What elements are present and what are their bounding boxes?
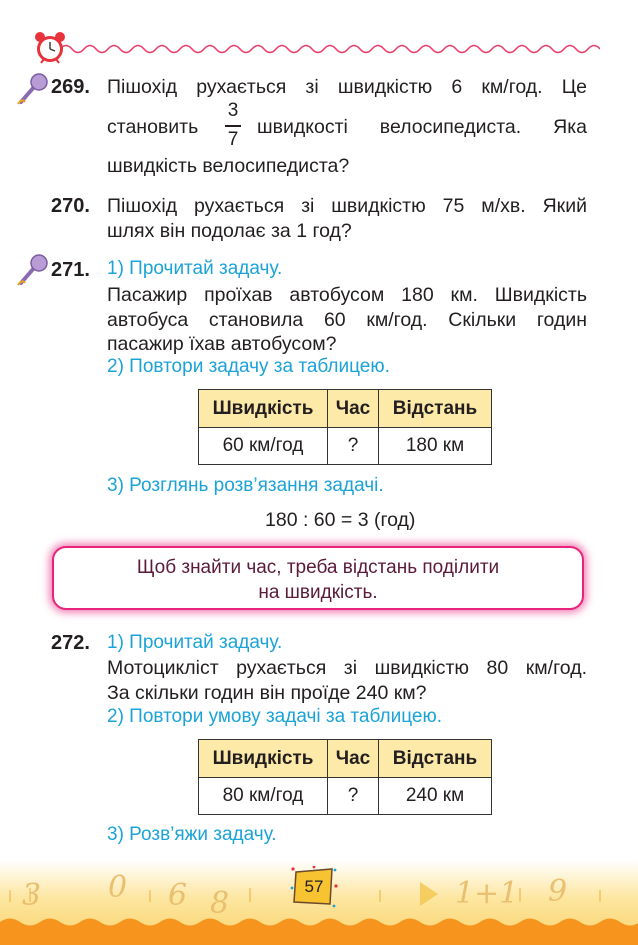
microphone-icon bbox=[16, 72, 50, 106]
rule-line1: Щоб знайти час, треба відстань поділити bbox=[136, 557, 500, 578]
rule-line2: на швидкість. bbox=[258, 582, 378, 603]
problem-272-line2: За скільки годин він проїде 240 км? bbox=[107, 682, 427, 704]
problem-272-step2: 2) Повтори умову задачі за таблицею. bbox=[107, 706, 442, 727]
problem-269-number: 269. bbox=[51, 76, 90, 98]
problem-271-line1: Пасажир проїхав автобусом 180 км. Швидкість bbox=[107, 284, 587, 306]
footer-digit: 9 bbox=[548, 874, 568, 909]
alarm-clock-icon bbox=[32, 30, 68, 66]
table-cell-speed: 60 км/год bbox=[199, 428, 328, 465]
fraction-numerator: 3 bbox=[227, 100, 239, 121]
footer-digit: 1+1 bbox=[455, 876, 519, 911]
footer-digit: 0 bbox=[108, 870, 128, 905]
fraction-denominator: 7 bbox=[227, 129, 239, 150]
problem-269-line1: Пішохід рухається зі швидкістю 6 км/год. Це bbox=[107, 76, 587, 98]
footer-digit: 6 bbox=[168, 878, 188, 913]
fraction-bar bbox=[225, 125, 241, 127]
rule-box bbox=[52, 546, 584, 610]
problem-269-line2b: швидкості велосипедиста. Яка bbox=[257, 116, 587, 138]
table-cell-speed: 80 км/год bbox=[199, 778, 328, 815]
problem-270-number: 270. bbox=[51, 195, 90, 217]
problem-272-step1: 1) Прочитай задачу. bbox=[107, 632, 283, 653]
problem-269-line3: швидкість велосипедиста? bbox=[107, 155, 350, 177]
table-header-speed: Швидкість bbox=[199, 740, 328, 778]
table-cell-time: ? bbox=[328, 778, 379, 815]
table-header-distance: Відстань bbox=[379, 740, 492, 778]
problem-271-step1: 1) Прочитай задачу. bbox=[107, 258, 283, 279]
table-cell-time: ? bbox=[328, 428, 379, 465]
problem-271-step2: 2) Повтори задачу за таблицею. bbox=[107, 356, 390, 377]
problem-270-line1: Пішохід рухається зі швидкістю 75 м/хв. Який bbox=[107, 195, 587, 217]
problem-272-number: 272. bbox=[51, 632, 90, 654]
table-header-time: Час bbox=[328, 740, 379, 778]
table-header-speed: Швидкість bbox=[199, 390, 328, 428]
problem-272-table bbox=[198, 739, 492, 815]
footer-digit: 8 bbox=[210, 886, 230, 921]
problem-271-table bbox=[198, 389, 492, 465]
problem-272-line1: Мотоцикліст рухається зі швидкістю 80 км/год. bbox=[107, 657, 587, 679]
footer-digit: 3 bbox=[22, 878, 42, 913]
page-number: 57 bbox=[304, 877, 324, 896]
problem-270-line2: шлях він подолає за 1 год? bbox=[107, 220, 352, 242]
page-number-badge bbox=[290, 866, 338, 908]
problem-271-line2: автобуса становила 60 км/год. Скільки годин bbox=[107, 309, 587, 331]
problem-272-step3: 3) Розв’яжи задачу. bbox=[107, 824, 277, 845]
table-cell-distance: 180 км bbox=[379, 428, 492, 465]
problem-269-line2a: становить bbox=[107, 116, 199, 138]
table-header-distance: Відстань bbox=[379, 390, 492, 428]
problem-271-step3: 3) Розглянь розв’язання задачі. bbox=[107, 475, 384, 496]
problem-271-line3: пасажир їхав автобусом? bbox=[107, 333, 337, 355]
table-header-time: Час bbox=[328, 390, 379, 428]
table-cell-distance: 240 км bbox=[379, 778, 492, 815]
top-wave-divider bbox=[60, 42, 600, 56]
problem-271-solution: 180 : 60 = 3 (год) bbox=[265, 509, 416, 531]
microphone-icon bbox=[16, 253, 50, 287]
problem-271-number: 271. bbox=[51, 259, 90, 281]
